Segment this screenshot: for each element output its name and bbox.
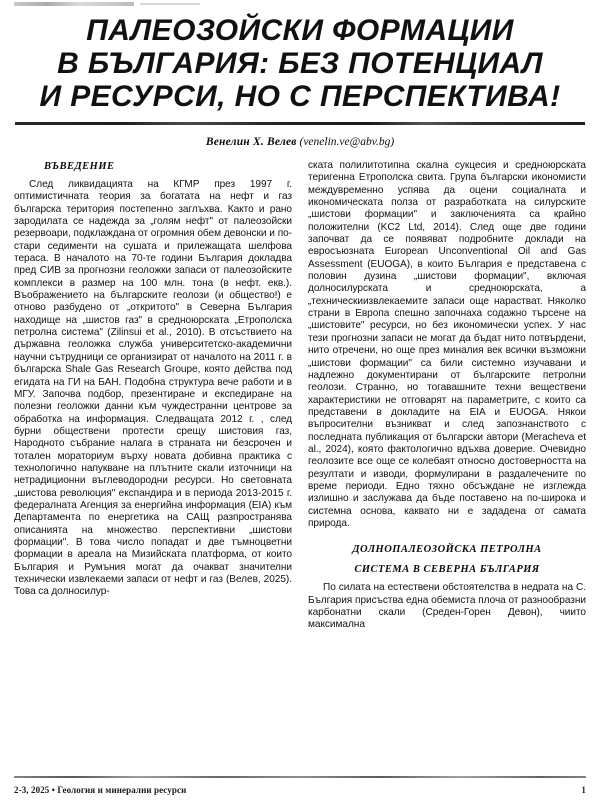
author-name: Венелин Х. Велев (205, 136, 297, 148)
right-column-paragraph-2: По силата на естествени обстоятелства в недрата на С. България присъства една обемиста плоча от разнообразни карбонатни скали (Среден-Горен Девон), чиито максимална (308, 582, 586, 631)
scan-artifact-top-secondary (140, 3, 200, 5)
two-column-body (14, 160, 586, 632)
left-column-paragraph-1: След ликвидацията на КГМР през 1997 г. оптимистичната теория за богатата на нефт и газ българска територия постепенно заглъхва. Както и рано зародилата се надежда за „голям нефт" от палеозойски резервоари, подклаждана от огромния обем девонски и по-стари седименти на сушата и прилежащата шелфова тераса. В началото на 70-те години България докладва пред СИВ за прогнозни геоложки запаси от палеозойските комплекси в размер на 100 млн. тона (в нефт. екв.). Въображението на българските геолози (и общество!) е отново разбудено от „откритото" в Северна България находище на „шистов газ" в средноюрската „Етрополска петролна система" (Zilinsui et al., 2010). В отсъствието на държавна геоложка служба университетско-академични научни сътрудници се организират от началото на 2011 г. в българска Shale Gas Research Groupe, която действа под егидата на ГИ на БАН. Подобна структура вече работи и в МГУ. Започва подбор, презентиране и експедиране на полезни геоложки данни към чуждестранни центрове за обработка на информация. Следващата 2012 г. , след бурни обществени протести срещу шистовия газ, Народното събрание налага в страната ни безсрочен и тотален мораториум върху новата добивна практика с технологично напукване на плътните скали източници на нетрадиционни въглеводородни ресурси. Но световната „шистова революция" експандира и в периода 2013-2015 г. федералната Агенция за енергийна информация (EIA) към Департамента по енергетика на САЩ разпространява описанията на множество перспективни „шистови формации". В това число попадат и две тъмноцветни формации в ареала на Мизийската платформа, от които България и Румъния могат да очакват значителни технически извлекаеми запаси от нефт и газ (Велев, 2025). Това са долносилур- (14, 179, 292, 598)
page-footer (14, 785, 586, 795)
title-divider-rule (15, 122, 585, 125)
page-title-line-1: ПАЛЕОЗОЙСКИ ФОРМАЦИИ (86, 14, 514, 47)
footer-page-number: 1 (581, 785, 586, 795)
section-heading-lower-paleozoic-line-1: ДОЛНОПАЛЕОЗОЙСКА ПЕТРОЛНА (352, 544, 542, 556)
author-email[interactable]: (venelin.ve@abv.bg) (299, 136, 395, 148)
right-column-paragraph-1: ската полилитотипна скална сукцесия и средноюрската теригенна Етрополска свита. Група български икономисти междувременно успява да оцени социалната и икономическата полза от разработката на силурските „шистови формации" и заключенията са крайно положителни (KC2 Ltd, 2014). След още две години започват да се появяват подробните доклади на евросъюзната European Unconventional Oil and Gas Assessment (EUOGA), в които България е представена с половин дузина „шистови формации", включая долносилурската и средноюрската, а „техническиизвлекаемите запаси още нарастват. Няколко страни в Европа спешно започнаха содажно търсене на „шистовите" ресурси, но без икономически успех. У нас тези прогнозни запаси не могат да бъдат нито потвърдени, нито отречени, но още през миналия век всички възможни „шистови формации" са били системно изучавани и надлежно документирани от българските петролни геолози. Странно, но тогавашните техни веществени характеристики не отговарят на параметрите, с които са представени в докладите на EIA и EUOGA. Някои въпросителни възникват и след запознанството с последната публикация от български автори (Meracheva et al., 2024), която фактологично вдъхва доверие. Очевидно геолозите все още се колебаят относно достоверността на резултати и изводи, формулирани в раздалечените по време периоди. Едно тяхно обсъждане не изглежда излишно и заслужава да бъде поставено на по-широка и системна основа, каквато ни е зададена от самата природа. (308, 160, 586, 529)
author-byline (14, 135, 586, 149)
scan-artifact-top (14, 2, 134, 6)
right-column (308, 160, 586, 632)
footer-journal-reference: 2-3, 2025 • Геология и минерални ресурси (14, 785, 187, 795)
section-heading-lower-paleozoic-line-2: СИСТЕМА В СЕВЕРНА БЪЛГАРИЯ (354, 564, 540, 576)
page-title-line-2: В БЪЛГАРИЯ: БЕЗ ПОТЕНЦИАЛ (57, 47, 543, 80)
section-heading-introduction: ВЪВЕДЕНИЕ (44, 161, 115, 172)
page-title-line-3: И РЕСУРСИ, НО С ПЕРСПЕКТИВА! (39, 80, 561, 113)
article-title-block (14, 0, 586, 113)
left-column (14, 160, 292, 599)
footer-divider-rule (14, 776, 586, 778)
